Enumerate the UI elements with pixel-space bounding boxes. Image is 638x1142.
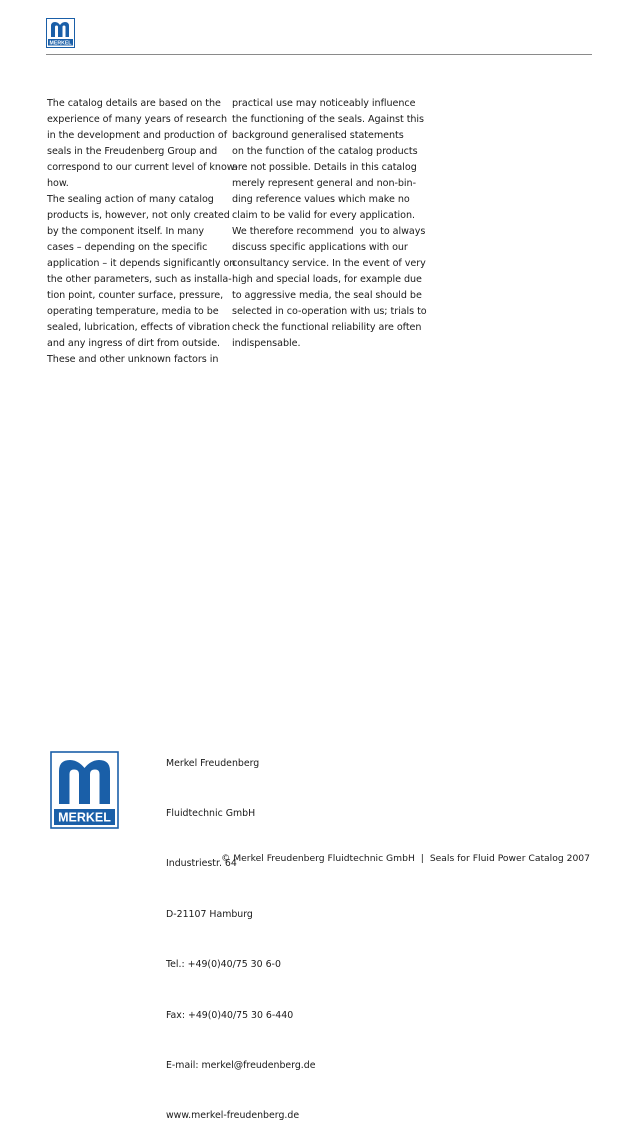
text-line: on the function of the catalog products: [232, 146, 418, 157]
svg-text:MERKEL: MERKEL: [49, 40, 72, 47]
text-line: application – it depends significantly on: [47, 258, 236, 269]
text-line: The catalog details are based on the: [47, 98, 221, 109]
text-line: consultancy service. In the event of very: [232, 258, 426, 269]
text-line: experience of many years of research: [47, 114, 228, 125]
text-line: the functioning of the seals. Against this: [232, 114, 424, 125]
text-line: These and other unknown factors in: [47, 354, 219, 365]
text-line: indispensable.: [232, 338, 301, 349]
text-line: to aggressive media, the seal should be: [232, 290, 422, 301]
text-line: background generalised statements: [232, 130, 404, 141]
text-line: by the component itself. In many: [47, 226, 205, 237]
merkel-logo-small: [46, 18, 75, 48]
svg-text:MERKEL: MERKEL: [58, 810, 111, 825]
merkel-logo-large: [50, 751, 119, 829]
footer-catalog-title: Seals for Fluid Power Catalog 2007: [429, 853, 590, 864]
footer-separator: |: [420, 853, 424, 864]
company-address: [166, 722, 316, 1142]
address-fax: Fax: +49(0)40/75 30 6-440: [166, 1009, 294, 1021]
text-line: high and special loads, for example due: [232, 274, 422, 285]
address-division: Fluidtechnic GmbH: [166, 807, 256, 819]
text-line: The sealing action of many catalog: [47, 194, 214, 205]
header-rule: [46, 54, 592, 55]
text-line: and any ingress of dirt from outside.: [47, 338, 221, 349]
text-line: ding reference values which make no: [232, 194, 410, 205]
text-line: discuss specific applications with our: [232, 242, 408, 253]
text-line: in the development and production of: [47, 130, 228, 141]
text-line: products is, however, not only created: [47, 210, 230, 221]
text-line: seals in the Freudenberg Group and: [47, 146, 218, 157]
text-line: cases – depending on the specific: [47, 242, 208, 253]
text-line: operating temperature, media to be: [47, 306, 219, 317]
address-web: www.merkel-freudenberg.de: [166, 1110, 300, 1122]
text-line: check the functional reliability are often: [232, 322, 422, 333]
page-footer: [221, 853, 590, 864]
text-line: the other parameters, such as installa-: [47, 274, 232, 285]
address-company: Merkel Freudenberg: [166, 757, 260, 769]
text-line: merely represent general and non-bin-: [232, 178, 416, 189]
text-line: are not possible. Details in this catalog: [232, 162, 417, 173]
body-text-right: [232, 96, 427, 352]
address-street: Industriestr. 64: [166, 858, 237, 870]
text-line: claim to be valid for every application.: [232, 210, 415, 221]
address-email: E-mail: merkel@freudenberg.de: [166, 1059, 316, 1071]
text-line: We therefore recommend you to always: [232, 226, 426, 237]
text-line: sealed, lubrication, effects of vibration: [47, 322, 231, 333]
text-line: tion point, counter surface, pressure,: [47, 290, 224, 301]
address-tel: Tel.: +49(0)40/75 30 6-0: [166, 959, 281, 971]
text-line: practical use may noticeably influence: [232, 98, 416, 109]
footer-copyright: © Merkel Freudenberg Fluidtechnic GmbH: [221, 853, 415, 864]
text-line: selected in co-operation with us; trials to: [232, 306, 427, 317]
text-line: correspond to our current level of know-: [47, 162, 238, 173]
address-city: D-21107 Hamburg: [166, 908, 253, 920]
body-text-left: [47, 96, 238, 368]
text-line: how.: [47, 178, 69, 189]
